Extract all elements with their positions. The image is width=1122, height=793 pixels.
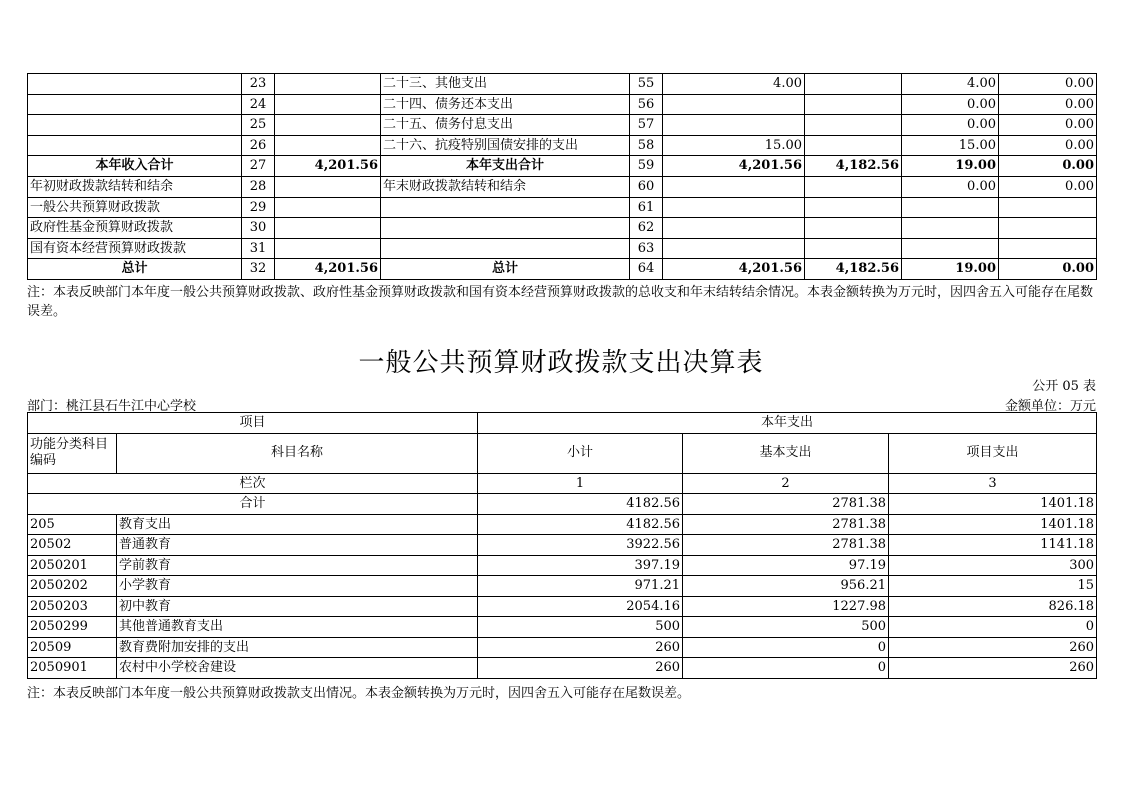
header-subtotal: 小计 <box>478 433 683 473</box>
expense-item-label: 本年支出合计 <box>381 156 630 177</box>
expense-state-capital: 0.00 <box>999 156 1097 177</box>
expense-total <box>663 94 805 115</box>
expense-item-label: 年末财政拨款结转和结余 <box>381 176 630 197</box>
expense-government-fund: 19.00 <box>902 259 999 280</box>
expense-item-label <box>381 218 630 239</box>
expense-state-capital: 0.00 <box>999 135 1097 156</box>
income-amount <box>275 218 381 239</box>
expense-general-budget <box>805 135 902 156</box>
income-amount <box>275 115 381 136</box>
income-line-number: 30 <box>242 218 275 239</box>
expense-total: 15.00 <box>663 135 805 156</box>
summary-row <box>28 176 1097 197</box>
expense-state-capital: 0.00 <box>999 115 1097 136</box>
expense-line-number: 63 <box>630 238 663 259</box>
project-expense-amount: 1401.18 <box>889 514 1097 535</box>
header-project: 项目 <box>28 413 478 434</box>
expense-line-number: 64 <box>630 259 663 280</box>
income-amount: 4,201.56 <box>275 259 381 280</box>
total-basic: 2781.38 <box>683 494 889 515</box>
subject-name: 初中教育 <box>117 596 478 617</box>
income-expense-summary-table <box>27 73 1097 280</box>
project-expense-amount: 260 <box>889 658 1097 679</box>
expense-total <box>663 238 805 259</box>
expense-government-fund: 0.00 <box>902 115 999 136</box>
summary-row <box>28 135 1097 156</box>
expenditure-row <box>28 596 1097 617</box>
subject-name: 农村中小学校舍建设 <box>117 658 478 679</box>
subtotal-amount: 4182.56 <box>478 514 683 535</box>
expenditure-table-body <box>28 413 1097 679</box>
subject-code: 2050299 <box>28 617 117 638</box>
expense-government-fund <box>902 218 999 239</box>
expense-general-budget: 4,182.56 <box>805 156 902 177</box>
expense-total <box>663 197 805 218</box>
subtotal-amount: 500 <box>478 617 683 638</box>
summary-row <box>28 197 1097 218</box>
summary-row <box>28 259 1097 280</box>
subject-code: 20502 <box>28 535 117 556</box>
subject-name: 普通教育 <box>117 535 478 556</box>
project-expense-amount: 826.18 <box>889 596 1097 617</box>
expense-state-capital: 0.00 <box>999 176 1097 197</box>
expense-government-fund: 19.00 <box>902 156 999 177</box>
income-amount <box>275 135 381 156</box>
expense-general-budget <box>805 176 902 197</box>
column-number-row <box>28 473 1097 494</box>
expense-item-label <box>381 197 630 218</box>
basic-expense-amount: 2781.38 <box>683 514 889 535</box>
expense-general-budget <box>805 218 902 239</box>
summary-table-body <box>28 74 1097 280</box>
income-amount <box>275 94 381 115</box>
subject-code: 2050203 <box>28 596 117 617</box>
expenditure-row <box>28 555 1097 576</box>
summary-table-note: 注：本表反映部门本年度一般公共预算财政拨款、政府性基金预算财政拨款和国有资本经营预算财政拨款的总收支和年末结转结余情况。本表金额转换为万元时，因四舍五入可能存在尾数误差。 <box>27 285 1094 319</box>
header-project-expense: 项目支出 <box>889 433 1097 473</box>
income-item-label: 一般公共预算财政拨款 <box>28 197 242 218</box>
basic-expense-amount: 0 <box>683 658 889 679</box>
expense-item-label: 二十六、抗疫特别国债安排的支出 <box>381 135 630 156</box>
header-current-expense: 本年支出 <box>478 413 1097 434</box>
project-expense-amount: 15 <box>889 576 1097 597</box>
expense-general-budget <box>805 74 902 95</box>
income-line-number: 27 <box>242 156 275 177</box>
income-item-label <box>28 135 242 156</box>
income-item-label <box>28 115 242 136</box>
expense-line-number: 62 <box>630 218 663 239</box>
expense-line-number: 61 <box>630 197 663 218</box>
basic-expense-amount: 0 <box>683 637 889 658</box>
expense-government-fund <box>902 238 999 259</box>
income-line-number: 25 <box>242 115 275 136</box>
header-row-2 <box>28 433 1097 473</box>
income-line-number: 31 <box>242 238 275 259</box>
income-item-label <box>28 74 242 95</box>
expenditure-row <box>28 514 1097 535</box>
expense-total: 4,201.56 <box>663 156 805 177</box>
income-line-number: 24 <box>242 94 275 115</box>
header-row-1 <box>28 413 1097 434</box>
total-project: 1401.18 <box>889 494 1097 515</box>
expenditure-row <box>28 576 1097 597</box>
income-line-number: 29 <box>242 197 275 218</box>
income-amount: 4,201.56 <box>275 156 381 177</box>
summary-row <box>28 218 1097 239</box>
header-code: 功能分类科目编码 <box>28 433 117 473</box>
expense-item-label <box>381 238 630 259</box>
subtotal-amount: 260 <box>478 658 683 679</box>
expense-state-capital <box>999 197 1097 218</box>
summary-row <box>28 74 1097 95</box>
total-label: 合计 <box>28 494 478 515</box>
subject-name: 小学教育 <box>117 576 478 597</box>
project-expense-amount: 300 <box>889 555 1097 576</box>
subject-code: 20509 <box>28 637 117 658</box>
subtotal-amount: 397.19 <box>478 555 683 576</box>
page-title: 一般公共预算财政拨款支出决算表 <box>358 348 764 378</box>
summary-row <box>28 238 1097 259</box>
expenditure-row <box>28 658 1097 679</box>
expense-line-number: 56 <box>630 94 663 115</box>
expense-item-label: 二十五、债务付息支出 <box>381 115 630 136</box>
expenditure-row <box>28 617 1097 638</box>
income-line-number: 32 <box>242 259 275 280</box>
total-subtotal: 4182.56 <box>478 494 683 515</box>
department-label: 部门：桃江县石牛江中心学校 <box>27 399 197 414</box>
subtotal-amount: 260 <box>478 637 683 658</box>
expense-state-capital: 0.00 <box>999 94 1097 115</box>
subtotal-amount: 2054.16 <box>478 596 683 617</box>
expense-total: 4,201.56 <box>663 259 805 280</box>
expense-total <box>663 218 805 239</box>
expense-total <box>663 176 805 197</box>
income-item-label <box>28 94 242 115</box>
expenditure-table-note: 注：本表反映部门本年度一般公共预算财政拨款支出情况。本表金额转换为万元时，因四舍五入可能存在尾数误差。 <box>27 686 691 701</box>
column-number-2: 2 <box>683 473 889 494</box>
summary-row <box>28 156 1097 177</box>
income-amount <box>275 197 381 218</box>
income-item-label: 本年收入合计 <box>28 156 242 177</box>
project-expense-amount: 1141.18 <box>889 535 1097 556</box>
header-basic: 基本支出 <box>683 433 889 473</box>
expense-line-number: 59 <box>630 156 663 177</box>
subject-name: 教育支出 <box>117 514 478 535</box>
expense-government-fund: 4.00 <box>902 74 999 95</box>
expense-state-capital <box>999 218 1097 239</box>
income-item-label: 国有资本经营预算财政拨款 <box>28 238 242 259</box>
income-line-number: 23 <box>242 74 275 95</box>
expense-total: 4.00 <box>663 74 805 95</box>
expense-general-budget: 4,182.56 <box>805 259 902 280</box>
column-number-3: 3 <box>889 473 1097 494</box>
amount-unit-label: 金额单位：万元 <box>1004 399 1096 414</box>
expense-state-capital: 0.00 <box>999 259 1097 280</box>
subtotal-amount: 3922.56 <box>478 535 683 556</box>
expense-item-label: 总计 <box>381 259 630 280</box>
subtotal-amount: 971.21 <box>478 576 683 597</box>
form-number: 公开 05 表 <box>1032 379 1096 394</box>
expense-general-budget <box>805 197 902 218</box>
basic-expense-amount: 500 <box>683 617 889 638</box>
subject-name: 教育费附加安排的支出 <box>117 637 478 658</box>
expenditure-row <box>28 535 1097 556</box>
expense-line-number: 58 <box>630 135 663 156</box>
expense-government-fund: 0.00 <box>902 94 999 115</box>
subject-code: 2050202 <box>28 576 117 597</box>
column-number-1: 1 <box>478 473 683 494</box>
expense-government-fund <box>902 197 999 218</box>
basic-expense-amount: 2781.38 <box>683 535 889 556</box>
expenditure-table <box>27 412 1097 679</box>
total-row <box>28 494 1097 515</box>
expenditure-row <box>28 637 1097 658</box>
income-amount <box>275 176 381 197</box>
expense-general-budget <box>805 115 902 136</box>
subject-code: 205 <box>28 514 117 535</box>
subject-name: 学前教育 <box>117 555 478 576</box>
subject-code: 2050901 <box>28 658 117 679</box>
expense-line-number: 57 <box>630 115 663 136</box>
income-amount <box>275 238 381 259</box>
income-line-number: 26 <box>242 135 275 156</box>
expense-line-number: 55 <box>630 74 663 95</box>
expense-general-budget <box>805 238 902 259</box>
basic-expense-amount: 97.19 <box>683 555 889 576</box>
expense-item-label: 二十三、其他支出 <box>381 74 630 95</box>
income-item-label: 总计 <box>28 259 242 280</box>
subject-name: 其他普通教育支出 <box>117 617 478 638</box>
income-amount <box>275 74 381 95</box>
expense-government-fund: 15.00 <box>902 135 999 156</box>
basic-expense-amount: 956.21 <box>683 576 889 597</box>
project-expense-amount: 260 <box>889 637 1097 658</box>
expense-total <box>663 115 805 136</box>
expense-state-capital: 0.00 <box>999 74 1097 95</box>
income-line-number: 28 <box>242 176 275 197</box>
summary-row <box>28 94 1097 115</box>
expense-government-fund: 0.00 <box>902 176 999 197</box>
expense-item-label: 二十四、债务还本支出 <box>381 94 630 115</box>
summary-row <box>28 115 1097 136</box>
basic-expense-amount: 1227.98 <box>683 596 889 617</box>
income-item-label: 政府性基金预算财政拨款 <box>28 218 242 239</box>
header-name: 科目名称 <box>117 433 478 473</box>
column-row-label: 栏次 <box>28 473 478 494</box>
income-item-label: 年初财政拨款结转和结余 <box>28 176 242 197</box>
subject-code: 2050201 <box>28 555 117 576</box>
expense-general-budget <box>805 94 902 115</box>
expense-state-capital <box>999 238 1097 259</box>
expense-line-number: 60 <box>630 176 663 197</box>
project-expense-amount: 0 <box>889 617 1097 638</box>
